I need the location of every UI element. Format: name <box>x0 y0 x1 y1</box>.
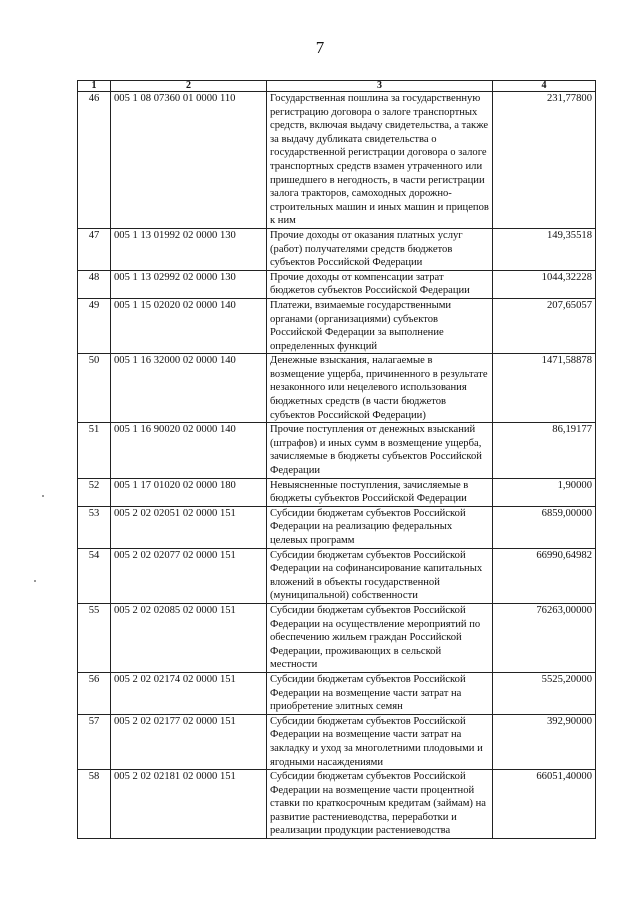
table-row <box>78 672 596 714</box>
budget-code: 005 2 02 02181 02 0000 151 <box>111 770 267 839</box>
table-row <box>78 423 596 478</box>
revenue-description: Прочие поступления от денежных взысканий (штрафов) и иных сумм в возмещение ущерба, зачисляемые в бюджеты субъектов Российской Федерации <box>267 423 493 478</box>
row-number: 50 <box>78 354 111 423</box>
revenue-description: Денежные взыскания, налагаемые в возмещение ущерба, причиненного в результате незаконного или нецелевого использования бюджетных средств (в части бюджетов субъектов Российской Федерации) <box>267 354 493 423</box>
row-number: 55 <box>78 603 111 672</box>
amount-value: 207,65057 <box>493 298 596 353</box>
budget-code: 005 1 15 02020 02 0000 140 <box>111 298 267 353</box>
revenue-description: Субсидии бюджетам субъектов Российской Федерации на возмещение части затрат на закладку и уход за многолетними плодовыми и ягодными насаждениями <box>267 714 493 769</box>
row-number: 56 <box>78 672 111 714</box>
amount-value: 66990,64982 <box>493 548 596 603</box>
header-col-3: 3 <box>267 81 493 92</box>
budget-code: 005 1 13 01992 02 0000 130 <box>111 228 267 270</box>
revenue-description: Субсидии бюджетам субъектов Российской Федерации на софинансирование капитальных вложений в объекты государственной (муниципальной) собственности <box>267 548 493 603</box>
table-row <box>78 603 596 672</box>
header-col-4: 4 <box>493 81 596 92</box>
budget-code: 005 2 02 02051 02 0000 151 <box>111 506 267 548</box>
row-number: 47 <box>78 228 111 270</box>
amount-value: 392,90000 <box>493 714 596 769</box>
scan-speck <box>34 580 36 582</box>
row-number: 48 <box>78 270 111 298</box>
amount-value: 86,19177 <box>493 423 596 478</box>
row-number: 58 <box>78 770 111 839</box>
revenue-description: Государственная пошлина за государственную регистрацию договора о залоге транспортных средств, включая выдачу свидетельства, а также за выдачу дубликата свидетельства о государственной регистрации договора о залоге транспортных средств взамен утраченного или пришедшего в негодность, в части регистрации залога тракторов, самоходных дорожно-строительных машин и иных машин и прицепов к ним <box>267 92 493 229</box>
revenue-description: Субсидии бюджетам субъектов Российской Федерации на реализацию федеральных целевых программ <box>267 506 493 548</box>
table-row <box>78 228 596 270</box>
table-row <box>78 354 596 423</box>
row-number: 53 <box>78 506 111 548</box>
row-number: 49 <box>78 298 111 353</box>
revenue-description: Субсидии бюджетам субъектов Российской Федерации на возмещение части процентной ставки по краткосрочным кредитам (займам) на развитие растениеводства, переработки и реализации продукции растениеводства <box>267 770 493 839</box>
revenue-description: Платежи, взимаемые государственными органами (организациями) субъектов Российской Федерации за выполнение определенных функций <box>267 298 493 353</box>
table-body <box>78 92 596 839</box>
amount-value: 1,90000 <box>493 478 596 506</box>
amount-value: 1044,32228 <box>493 270 596 298</box>
scan-speck <box>42 495 44 497</box>
budget-code: 005 2 02 02177 02 0000 151 <box>111 714 267 769</box>
revenue-description: Субсидии бюджетам субъектов Российской Федерации на осуществление мероприятий по обеспечению жильем граждан Российской Федерации, проживающих в сельской местности <box>267 603 493 672</box>
row-number: 57 <box>78 714 111 769</box>
budget-code: 005 1 16 90020 02 0000 140 <box>111 423 267 478</box>
revenue-description: Невыясненные поступления, зачисляемые в бюджеты субъектов Российской Федерации <box>267 478 493 506</box>
page-number: 7 <box>315 38 325 57</box>
row-number: 54 <box>78 548 111 603</box>
revenue-description: Прочие доходы от компенсации затрат бюджетов субъектов Российской Федерации <box>267 270 493 298</box>
budget-code: 005 2 02 02174 02 0000 151 <box>111 672 267 714</box>
amount-value: 76263,00000 <box>493 603 596 672</box>
budget-code: 005 1 08 07360 01 0000 110 <box>111 92 267 229</box>
table-row <box>78 270 596 298</box>
budget-code: 005 1 17 01020 02 0000 180 <box>111 478 267 506</box>
revenue-description: Субсидии бюджетам субъектов Российской Федерации на возмещение части затрат на приобретение элитных семян <box>267 672 493 714</box>
row-number: 46 <box>78 92 111 229</box>
table-row <box>78 92 596 229</box>
amount-value: 231,77800 <box>493 92 596 229</box>
table-row <box>78 548 596 603</box>
table-row <box>78 770 596 839</box>
amount-value: 1471,58878 <box>493 354 596 423</box>
table-row <box>78 506 596 548</box>
table-row <box>78 478 596 506</box>
header-col-1: 1 <box>78 81 111 92</box>
amount-value: 6859,00000 <box>493 506 596 548</box>
budget-code: 005 2 02 02085 02 0000 151 <box>111 603 267 672</box>
revenue-description: Прочие доходы от оказания платных услуг (работ) получателями средств бюджетов субъектов Российской Федерации <box>267 228 493 270</box>
table-row <box>78 298 596 353</box>
budget-code: 005 2 02 02077 02 0000 151 <box>111 548 267 603</box>
table-header-row <box>78 81 596 92</box>
header-col-2: 2 <box>111 81 267 92</box>
amount-value: 149,35518 <box>493 228 596 270</box>
amount-value: 66051,40000 <box>493 770 596 839</box>
row-number: 51 <box>78 423 111 478</box>
row-number: 52 <box>78 478 111 506</box>
revenue-table <box>77 80 596 839</box>
table-row <box>78 714 596 769</box>
budget-code: 005 1 13 02992 02 0000 130 <box>111 270 267 298</box>
amount-value: 5525,20000 <box>493 672 596 714</box>
budget-code: 005 1 16 32000 02 0000 140 <box>111 354 267 423</box>
